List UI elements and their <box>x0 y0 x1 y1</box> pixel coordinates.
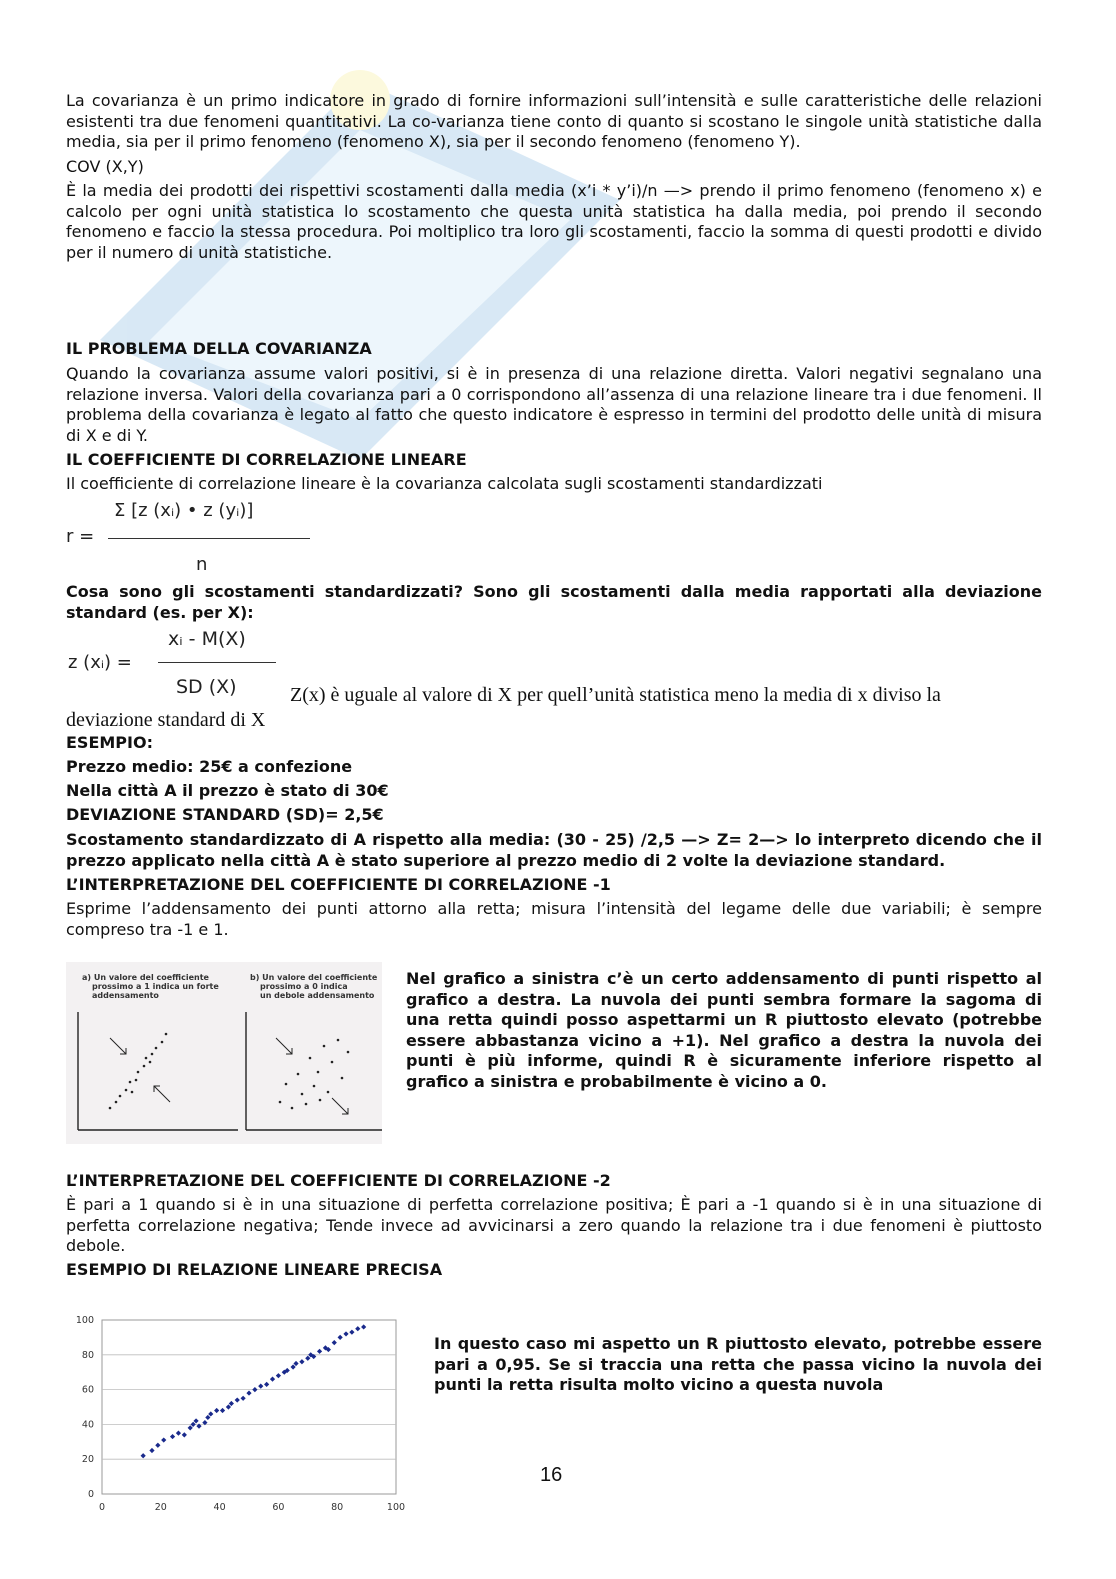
standardized-question: Cosa sono gli scostamenti standardizzati? Sono gli scostamenti dalla media rapportati alla deviazione standard (es. per X): <box>66 582 1042 622</box>
interp1-text: Esprime l’addensamento dei punti attorno alla retta; misura l’intensità del legame delle due variabili; è sempre compreso tra -1 e 1. <box>66 899 1042 939</box>
section-heading-interp1: L’INTERPRETAZIONE DEL COEFFICIENTE DI CORRELAZIONE -1 <box>66 875 611 894</box>
fig-b-caption-line1: b) Un valore del coefficiente <box>250 973 378 982</box>
coefficiente-text: Il coefficiente di correlazione lineare è la covarianza calcolata sugli scostamenti standardizzati <box>66 474 823 493</box>
intro-paragraph-1: La covarianza è un primo indicatore in grado di fornire informazioni sull’intensità e sulle caratteristiche delle relazioni esistenti tra due fenomeni quantitativi. La co-varianza tiene conto di quanto si scostano le singole unità statistiche dalla media, sia per il primo fenomeno (fenomeno X), sia per il secondo fenomeno (fenomeno Y). <box>66 91 1042 151</box>
cov-label: COV (X,Y) <box>66 157 144 176</box>
page-number: 16 <box>540 1464 563 1486</box>
chart-x-tick-label: 80 <box>331 1502 344 1513</box>
chart-x-tick-labels <box>99 1502 405 1513</box>
scatter-chart <box>66 1306 406 1520</box>
z-explanation-line1: Z(x) è uguale al valore di X per quell’unità statistica meno la media di x diviso la <box>290 684 941 706</box>
chart-x-tick-label: 0 <box>98 1502 106 1513</box>
esempio-line-1: Prezzo medio: 25€ a confezione <box>66 757 353 776</box>
correlation-comparison-figure <box>66 962 382 1144</box>
chart-x-tick-label: 60 <box>272 1502 285 1513</box>
formula-r <box>66 498 326 578</box>
formula-z <box>66 628 296 704</box>
chart-y-tick-label: 0 <box>87 1489 94 1500</box>
formula-z-denominator: SD (X) <box>176 676 237 698</box>
chart-y-tick-label: 60 <box>81 1384 94 1396</box>
problema-text: Quando la covarianza assume valori positivi, si è in presenza di una relazione diretta. Valori negativi segnalano una relazione inversa. Valori della covarianza pari a 0 corrispondono all’assenza di una relazione lineare tra i due fenomeni. Il problema della covarianza è legato al fatto che questo indicatore è espresso in termini del prodotto delle unità di misura di X e di Y. <box>66 364 1042 445</box>
formula-z-fraction-bar <box>158 662 276 663</box>
section-heading-esempio-relazione: ESEMPIO DI RELAZIONE LINEARE PRECISA <box>66 1260 443 1279</box>
esempio-line-2: Nella città A il prezzo è stato di 30€ <box>66 781 389 800</box>
esempio-heading: ESEMPIO: <box>66 733 153 752</box>
interp1-side-text: Nel grafico a sinistra c’è un certo addensamento di punti rispetto al grafico a destra. La nuvola dei punti sembra formare la sagoma di una retta quindi posso aspettarmi un R piuttosto elevato (potrebbe essere abbastanza vicino a +1). Nel grafico a destra la nuvola dei punti è più informe, quindi R è sicuramente inferiore rispetto al grafico a sinistra e probabilmente è vicino a 0. <box>406 969 1042 1091</box>
fig-a-caption-line1: a) Un valore del coefficiente <box>82 973 209 982</box>
section-heading-interp2: L’INTERPRETAZIONE DEL COEFFICIENTE DI CORRELAZIONE -2 <box>66 1171 611 1190</box>
chart-x-tick-label: 40 <box>213 1502 226 1513</box>
interp2-text: È pari a 1 quando si è in una situazione di perfetta correlazione positiva; È pari a -1 quando si è in una situazione di perfetta correlazione negativa; Tende invece ad avvicinarsi a zero quando la relazione tra i due fenomeni è piuttosto debole. <box>66 1195 1042 1255</box>
formula-r-fraction-bar <box>108 538 310 539</box>
formula-z-lhs: z (xᵢ) = <box>68 652 132 673</box>
section-heading-coefficiente: IL COEFFICIENTE DI CORRELAZIONE LINEARE <box>66 450 467 469</box>
formula-r-numerator: Σ [z (xᵢ) • z (yᵢ)] <box>114 500 254 521</box>
chart-x-tick-label: 100 <box>386 1502 406 1513</box>
esempio-line-3: DEVIAZIONE STANDARD (SD)= 2,5€ <box>66 805 384 824</box>
fig-b-caption-line3: un debole addensamento <box>260 991 375 1000</box>
formula-r-denominator: n <box>196 554 208 575</box>
esempio-line-4: Scostamento standardizzato di A rispetto alla media: (30 - 25) /2,5 —> Z= 2—> lo interpreto dicendo che il prezzo applicato nella città A è stato superiore al prezzo medio di 2 volte la deviazione standard. <box>66 830 1042 870</box>
interp2-side-text: In questo caso mi aspetto un R piuttosto elevato, potrebbe essere pari a 0,95. Se si traccia una retta che passa vicino la nuvola dei punti la retta risulta molto vicino a questa nuvola <box>434 1334 1042 1394</box>
intro-paragraph-2: È la media dei prodotti dei rispettivi scostamenti dalla media (x’i * y’i)/n —> prendo il primo fenomeno (fenomeno x) e calcolo per ogni unità statistica lo scostamento che questa unità statistica ha dalla media, poi prendo il secondo fenomeno e faccio la stessa procedura. Poi moltiplico tra loro gli scostamenti, faccio la somma di questi prodotti e divido per il numero di unità statistiche. <box>66 181 1042 262</box>
fig-a-caption-line2: prossimo a 1 indica un forte <box>92 982 219 991</box>
chart-y-tick-labels <box>76 1315 94 1500</box>
chart-y-tick-label: 80 <box>81 1349 94 1361</box>
section-heading-problema: IL PROBLEMA DELLA COVARIANZA <box>66 339 372 358</box>
fig-b-caption-line2: prossimo a 0 indica <box>260 982 348 991</box>
chart-plot-area <box>102 1320 396 1494</box>
chart-y-tick-label: 40 <box>81 1419 94 1431</box>
fig-a-caption-line3: addensamento <box>92 991 159 1000</box>
chart-grid <box>102 1320 396 1494</box>
chart-x-tick-label: 20 <box>154 1502 167 1513</box>
formula-z-numerator: xᵢ - M(X) <box>168 628 246 650</box>
z-explanation-line2: deviazione standard di X <box>66 709 266 731</box>
chart-y-tick-label: 20 <box>81 1454 94 1466</box>
chart-y-tick-label: 100 <box>75 1315 94 1326</box>
formula-r-lhs: r = <box>66 526 95 547</box>
